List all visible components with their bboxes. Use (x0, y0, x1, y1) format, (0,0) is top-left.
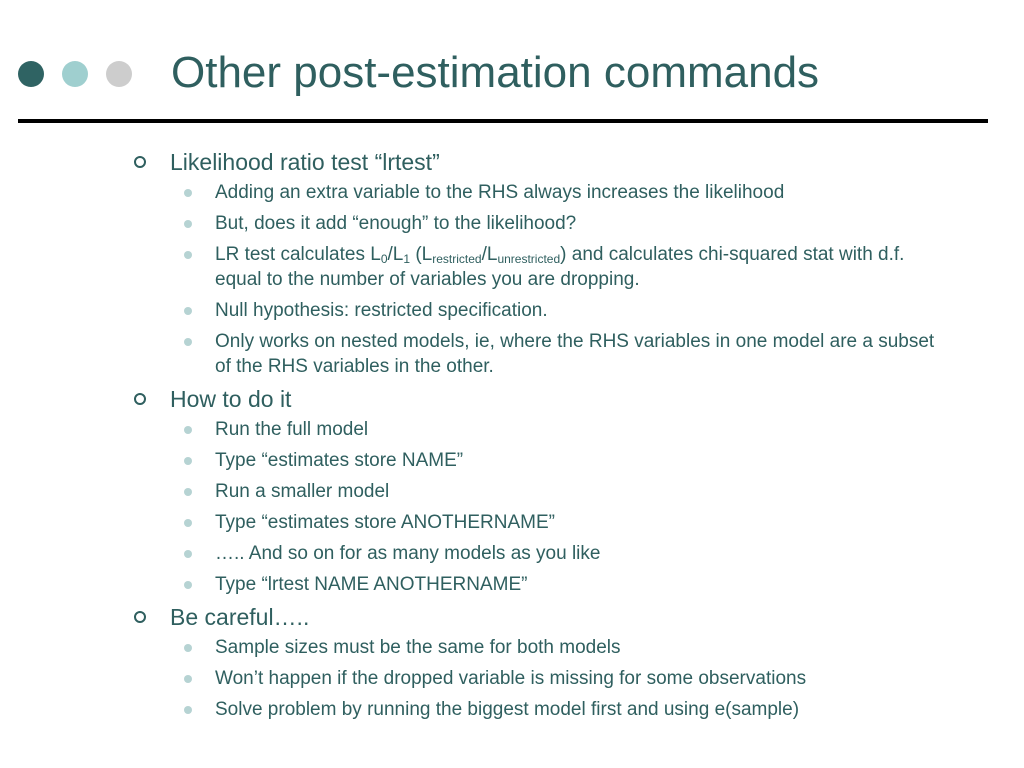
lr-text-suffix: ) and calculates chi-squared stat with d.f. equal to the number of variables you are dropping. (215, 244, 905, 290)
list-item (130, 541, 950, 566)
list-item (130, 635, 950, 660)
section-heading (130, 603, 950, 631)
list-item-text: Only works on nested models, ie, where the RHS variables in one model are a subset of the RHS variables in the other. (215, 331, 935, 377)
section-how-to-do-it (130, 385, 950, 597)
lr-text-prefix: LR test calculates L (215, 244, 381, 265)
list-item (130, 572, 950, 597)
list-item (130, 180, 950, 205)
gray-dot-icon (106, 61, 132, 87)
title-dots (18, 61, 132, 87)
section-heading-text: Likelihood ratio test “lrtest” (170, 149, 440, 175)
ring-bullet-icon (134, 393, 146, 405)
list-item (130, 697, 950, 722)
section-heading-text: Be careful….. (170, 604, 310, 630)
ring-bullet-icon (134, 611, 146, 623)
ring-bullet-icon (134, 156, 146, 168)
title-rule (18, 119, 988, 123)
section-heading-text: How to do it (170, 386, 292, 412)
section-heading (130, 148, 950, 176)
list-item (130, 298, 950, 323)
dot-bullet-icon (184, 488, 192, 496)
list-item-text: Type “lrtest NAME ANOTHERNAME” (215, 574, 528, 595)
dot-bullet-icon (184, 706, 192, 714)
lr-subscript-1: 1 (403, 252, 411, 266)
list-item (130, 211, 950, 236)
list-item (130, 242, 950, 292)
dot-bullet-icon (184, 426, 192, 434)
dot-bullet-icon (184, 220, 192, 228)
list-item-text: Sample sizes must be the same for both models (215, 637, 621, 658)
sub-list (130, 635, 950, 722)
list-item (130, 329, 950, 379)
list-item (130, 479, 950, 504)
list-item-text: ….. And so on for as many models as you like (215, 543, 601, 564)
dot-bullet-icon (184, 644, 192, 652)
list-item (130, 448, 950, 473)
list-item-text: Null hypothesis: restricted specification. (215, 300, 548, 321)
list-item-text: Run the full model (215, 419, 369, 440)
lr-subscript-0: 0 (380, 252, 388, 266)
dot-bullet-icon (184, 581, 192, 589)
dot-bullet-icon (184, 307, 192, 315)
section-be-careful (130, 603, 950, 722)
list-item-text: Run a smaller model (215, 481, 390, 502)
sub-list (130, 417, 950, 597)
list-item (130, 666, 950, 691)
teal-dot-icon (62, 61, 88, 87)
dot-bullet-icon (184, 338, 192, 346)
section-likelihood-ratio-test (130, 148, 950, 379)
dot-bullet-icon (184, 550, 192, 558)
slide-title: Other post-estimation commands (171, 48, 820, 97)
list-item (130, 417, 950, 442)
list-item-text (215, 244, 904, 290)
list-item-text: But, does it add “enough” to the likelihood? (215, 213, 577, 234)
list-item-text: Type “estimates store ANOTHERNAME” (215, 512, 555, 533)
list-item (130, 510, 950, 535)
section-heading (130, 385, 950, 413)
list-item-text: Won’t happen if the dropped variable is missing for some observations (215, 668, 807, 689)
lr-subscript-restricted: restricted (432, 252, 482, 266)
dark-dot-icon (18, 61, 44, 87)
dot-bullet-icon (184, 251, 192, 259)
dot-bullet-icon (184, 519, 192, 527)
list-item-text: Solve problem by running the biggest model first and using e(sample) (215, 699, 800, 720)
dot-bullet-icon (184, 457, 192, 465)
lr-subscript-unrestricted: unrestricted (497, 252, 561, 266)
dot-bullet-icon (184, 675, 192, 683)
list-item-text: Type “estimates store NAME” (215, 450, 464, 471)
list-item-text: Adding an extra variable to the RHS always increases the likelihood (215, 182, 785, 203)
lr-text-paren: (L (410, 244, 433, 265)
dot-bullet-icon (184, 189, 192, 197)
lr-text-slash: /L (387, 244, 404, 265)
slide-body (130, 148, 950, 728)
lr-text-slash-2: /L (481, 244, 498, 265)
sub-list (130, 180, 950, 379)
